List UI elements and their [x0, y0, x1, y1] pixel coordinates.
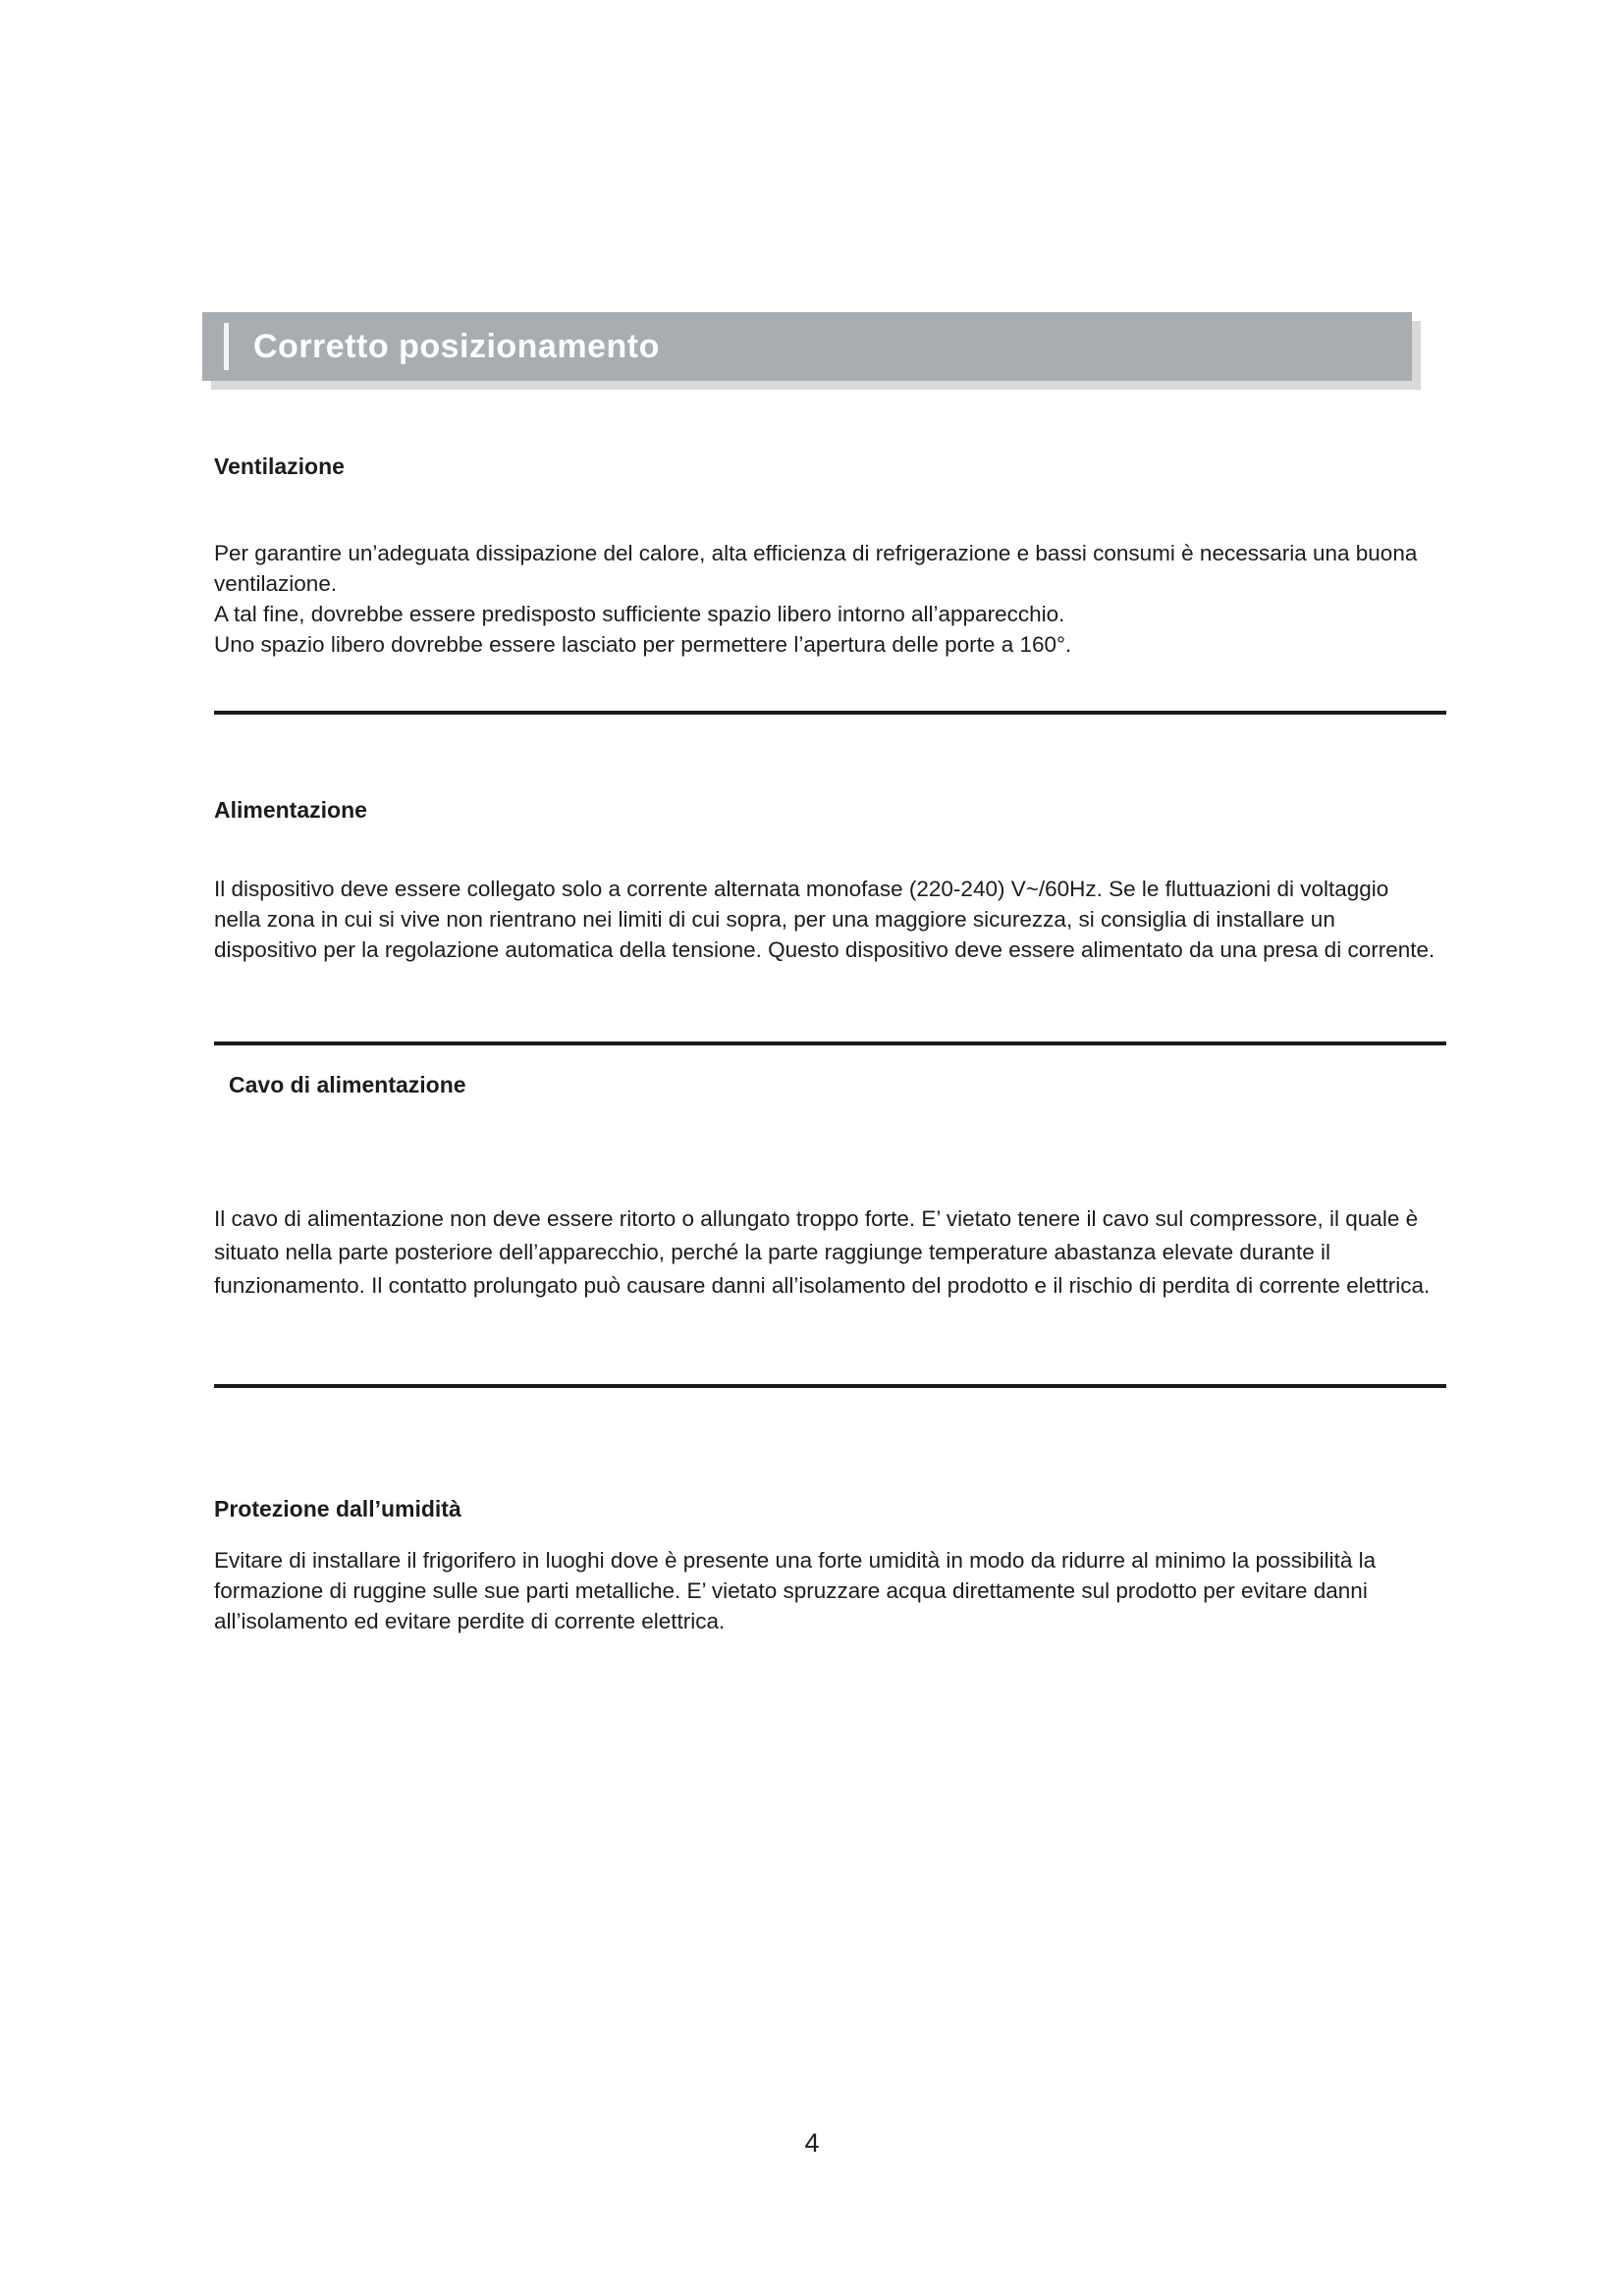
section-divider	[214, 1041, 1446, 1045]
text-line: Il cavo di alimentazione non deve essere ritorto o allungato troppo forte. E’ vietato tenere il cavo sul compressore, il quale è situato nella parte posteriore dell’apparecchio, perché la parte raggiunge temperature abastanza elevate durante il funzionamento. Il contatto prolungato può causare danni all’isolamento del prodotto e il rischio di perdita di corrente elettrica.	[214, 1206, 1431, 1298]
page-number: 4	[804, 2128, 820, 2158]
text-line: Evitare di installare il frigorifero in luoghi dove è presente una forte umidità in modo da ridurre al minimo la possibilità la formazione di ruggine sulle sue parti metalliche. E’ vietato spruzzare acqua direttamente sul prodotto per evitare danni all’isolamento ed evitare perdite di corrente elettrica.	[214, 1548, 1377, 1633]
page-title: Corretto posizionamento	[253, 327, 660, 365]
heading-ventilazione: Ventilazione	[214, 454, 345, 479]
section-divider	[214, 711, 1446, 715]
text-line: Il dispositivo deve essere collegato solo a corrente alternata monofase (220-240) V~/60Hz. Se le fluttuazioni di voltaggio nella zona in cui si vive non rientrano nei limiti di cui sopra, per una maggiore sicurezza, si consiglia di installare un dispositivo per la regolazione automatica della tensione. Questo dispositivo deve essere alimentato da una presa di corrente.	[214, 877, 1435, 962]
section-title-bar	[202, 312, 1412, 381]
text-line: A tal fine, dovrebbe essere predisposto sufficiente spazio libero intorno all’apparecchio.	[214, 602, 1065, 626]
paragraph-alimentazione	[214, 874, 1439, 965]
text-line: Per garantire un’adeguata dissipazione del calore, alta efficienza di refrigerazione e bassi consumi è necessaria una buona ventilazione.	[214, 541, 1418, 596]
paragraph-protezione-umidita	[214, 1545, 1439, 1636]
section-divider	[214, 1384, 1446, 1388]
heading-cavo-di-alimentazione: Cavo di alimentazione	[229, 1072, 466, 1097]
heading-protezione-umidita: Protezione dall’umidità	[214, 1496, 461, 1522]
paragraph-ventilazione	[214, 538, 1439, 660]
heading-alimentazione: Alimentazione	[214, 797, 367, 823]
title-bar-accent	[224, 323, 229, 370]
text-line: Uno spazio libero dovrebbe essere lasciato per permettere l’apertura delle porte a 160°.	[214, 632, 1072, 657]
paragraph-cavo-di-alimentazione	[214, 1202, 1439, 1303]
